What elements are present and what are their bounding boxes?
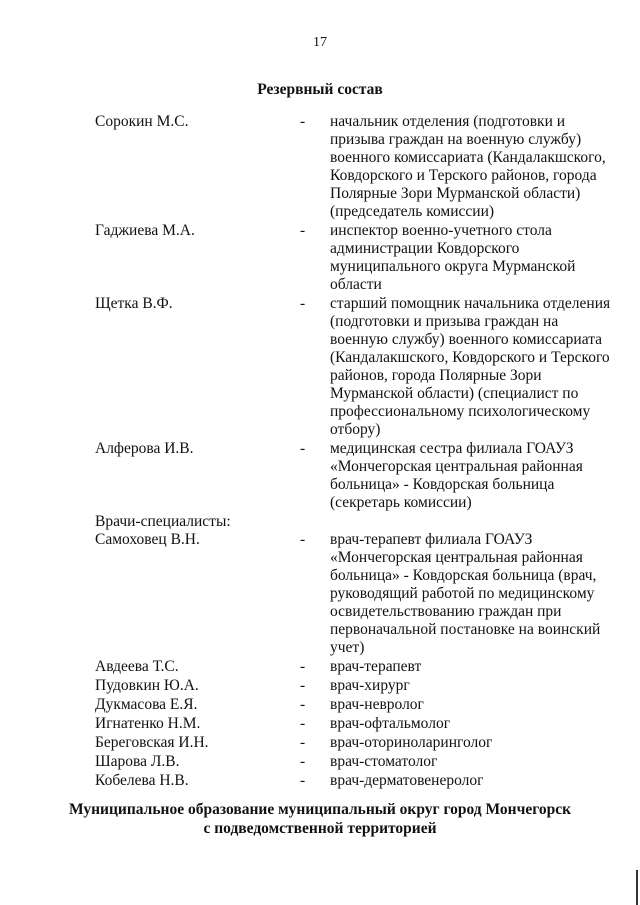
separator-dash (300, 349, 330, 367)
separator-dash (300, 458, 330, 476)
roster-entry (95, 677, 625, 695)
person-name (95, 639, 300, 657)
roster-line (95, 585, 625, 603)
separator-dash (300, 167, 330, 185)
separator-dash: - (300, 677, 306, 694)
roster-entry (95, 715, 625, 733)
separator-dash (300, 313, 330, 331)
separator-dash: - (300, 734, 306, 751)
person-name: Алферова И.В. (95, 440, 194, 457)
scan-edge-mark (636, 870, 638, 905)
roster-line (95, 458, 625, 476)
person-name: Самоховец В.Н. (95, 531, 200, 548)
separator-dash (300, 367, 330, 385)
roster-line (95, 113, 625, 131)
person-name: Дукмасова Е.Я. (95, 696, 198, 713)
person-name (95, 567, 300, 585)
roster-line (95, 567, 625, 585)
person-name (95, 476, 300, 494)
roster-line (95, 531, 625, 549)
person-role-line: военную службу) военного комиссариата (330, 331, 603, 348)
roster-entry (95, 440, 625, 512)
person-role-line: (Кандалакшского, Ковдорского и Терского (330, 349, 610, 366)
roster-line (95, 203, 625, 221)
person-role-line: призыва граждан на военную службу) (330, 131, 582, 148)
separator-dash (300, 549, 330, 567)
separator-dash (300, 494, 330, 512)
page-number: 17 (313, 35, 327, 50)
person-role-line: (подготовки и призыва граждан на (330, 313, 559, 330)
roster-line (95, 696, 625, 714)
roster-line (95, 349, 625, 367)
separator-dash: - (300, 440, 306, 457)
person-role-line: врач-офтальмолог (330, 715, 451, 732)
person-name (95, 276, 300, 294)
separator-dash: - (300, 295, 306, 312)
person-role-line: врач-дерматовенеролог (330, 772, 484, 789)
person-role-line: инспектор военно-учетного стола (330, 222, 552, 239)
person-name: Игнатенко Н.М. (95, 715, 201, 732)
separator-dash (300, 258, 330, 276)
separator-dash: - (300, 772, 306, 789)
separator-dash (300, 639, 330, 657)
person-name (95, 331, 300, 349)
separator-dash: - (300, 113, 306, 130)
person-role-line: старший помощник начальника отделения (330, 295, 611, 312)
person-role-line: начальник отделения (подготовки и (330, 113, 566, 130)
roster-line (95, 367, 625, 385)
person-role-line: врач-хирург (330, 677, 410, 694)
roster-line (95, 658, 625, 676)
roster-line (95, 167, 625, 185)
person-name (95, 349, 300, 367)
person-role-line: Ковдорского и Терского районов, города (330, 167, 597, 184)
roster-line (95, 715, 625, 733)
person-name: Шарова Л.В. (95, 753, 180, 770)
members-list (95, 113, 625, 512)
roster-line (95, 753, 625, 771)
person-name (95, 367, 300, 385)
roster-entry (95, 658, 625, 676)
roster-line (95, 222, 625, 240)
roster-line (95, 440, 625, 458)
person-name: Пудовкин Ю.А. (95, 677, 199, 694)
roster-entry (95, 113, 625, 221)
section-title: Резервный состав (257, 81, 383, 98)
separator-dash: - (300, 222, 306, 239)
roster-line (95, 403, 625, 421)
person-name: Кобелева Н.В. (95, 772, 189, 789)
separator-dash: - (300, 753, 306, 770)
person-name (95, 167, 300, 185)
roster-line (95, 131, 625, 149)
person-role-line: врач-терапевт (330, 658, 422, 675)
person-role-line: больница» - Ковдорская больница (330, 476, 555, 493)
person-role-line: администрации Ковдорского (330, 240, 520, 257)
person-role-line: профессиональному психологическому (330, 403, 591, 420)
person-name (95, 185, 300, 203)
roster-line (95, 276, 625, 294)
person-name: Авдеева Т.С. (95, 658, 179, 675)
person-name (95, 549, 300, 567)
roster-entry (95, 734, 625, 752)
separator-dash (300, 131, 330, 149)
roster-line (95, 494, 625, 512)
person-name: Гаджиева М.А. (95, 222, 195, 239)
separator-dash (300, 567, 330, 585)
separator-dash (300, 240, 330, 258)
separator-dash (300, 276, 330, 294)
roster-entry (95, 753, 625, 771)
roster-line (95, 677, 625, 695)
roster-line (95, 295, 625, 313)
person-name (95, 494, 300, 512)
roster-line (95, 621, 625, 639)
person-name (95, 203, 300, 221)
roster-line (95, 421, 625, 439)
separator-dash (300, 585, 330, 603)
roster-line (95, 258, 625, 276)
person-role-line: военного комиссариата (Кандалакшского, (330, 149, 606, 166)
person-role-line: (секретарь комиссии) (330, 494, 472, 511)
person-role-line: врач-невролог (330, 696, 424, 713)
person-name (95, 621, 300, 639)
roster-line (95, 772, 625, 790)
person-name (95, 421, 300, 439)
person-name (95, 149, 300, 167)
footer-title-line-2: с подведомственной территорией (203, 820, 437, 837)
separator-dash (300, 385, 330, 403)
person-name (95, 258, 300, 276)
roster-line (95, 313, 625, 331)
person-role-line: освидетельствованию граждан при (330, 603, 562, 620)
person-name: Береговская И.Н. (95, 734, 209, 751)
roster-line (95, 603, 625, 621)
roster-line (95, 185, 625, 203)
separator-dash: - (300, 658, 306, 675)
person-name: Щетка В.Ф. (95, 295, 173, 312)
person-name (95, 131, 300, 149)
separator-dash (300, 203, 330, 221)
person-name (95, 585, 300, 603)
person-role-line: «Мончегорская центральная районная (330, 549, 583, 566)
person-name (95, 240, 300, 258)
roster-entry (95, 531, 625, 657)
person-role-line: области (330, 276, 382, 293)
person-name (95, 603, 300, 621)
separator-dash (300, 603, 330, 621)
person-name (95, 385, 300, 403)
footer-title-line-1: Муниципальное образование муниципальный округ город Мончегорск (68, 801, 572, 818)
person-role-line: Мурманской области) (специалист по (330, 385, 579, 402)
roster-line (95, 639, 625, 657)
separator-dash (300, 403, 330, 421)
roster-line (95, 331, 625, 349)
person-role-line: Полярные Зори Мурманской области) (330, 185, 581, 202)
person-name: Сорокин М.С. (95, 113, 189, 130)
separator-dash (300, 149, 330, 167)
person-role-line: (председатель комиссии) (330, 203, 495, 220)
roster-entry (95, 772, 625, 790)
roster-line (95, 240, 625, 258)
person-role-line: больница» - Ковдорская больница (врач, (330, 567, 597, 584)
roster-entry (95, 222, 625, 294)
roster-line (95, 549, 625, 567)
doctors-group-label: Врачи-специалисты: (95, 513, 231, 530)
roster-line (95, 734, 625, 752)
person-name (95, 403, 300, 421)
person-role-line: учет) (330, 639, 365, 656)
person-role-line: врач-терапевт филиала ГОАУЗ (330, 531, 533, 548)
person-role-line: муниципального округа Мурманской (330, 258, 576, 275)
person-role-line: «Мончегорская центральная районная (330, 458, 583, 475)
person-name (95, 313, 300, 331)
separator-dash (300, 476, 330, 494)
roster-line (95, 149, 625, 167)
separator-dash: - (300, 696, 306, 713)
person-role-line: отбору) (330, 421, 381, 438)
person-role-line: районов, города Полярные Зори (330, 367, 542, 384)
person-role-line: первоначальной постановке на воинский (330, 621, 601, 638)
footer-title (0, 800, 640, 838)
separator-dash (300, 331, 330, 349)
person-role-line: медицинская сестра филиала ГОАУЗ (330, 440, 574, 457)
separator-dash: - (300, 715, 306, 732)
separator-dash: - (300, 531, 306, 548)
person-name (95, 458, 300, 476)
roster-entry (95, 696, 625, 714)
separator-dash (300, 621, 330, 639)
roster-line (95, 476, 625, 494)
doctors-list (95, 531, 625, 790)
person-role-line: руководящий работой по медицинскому (330, 585, 595, 602)
separator-dash (300, 185, 330, 203)
separator-dash (300, 421, 330, 439)
reserve-roster (95, 113, 625, 791)
person-role-line: врач-стоматолог (330, 753, 438, 770)
roster-entry (95, 295, 625, 439)
roster-line (95, 385, 625, 403)
person-role-line: врач-оториноларинголог (330, 734, 493, 751)
